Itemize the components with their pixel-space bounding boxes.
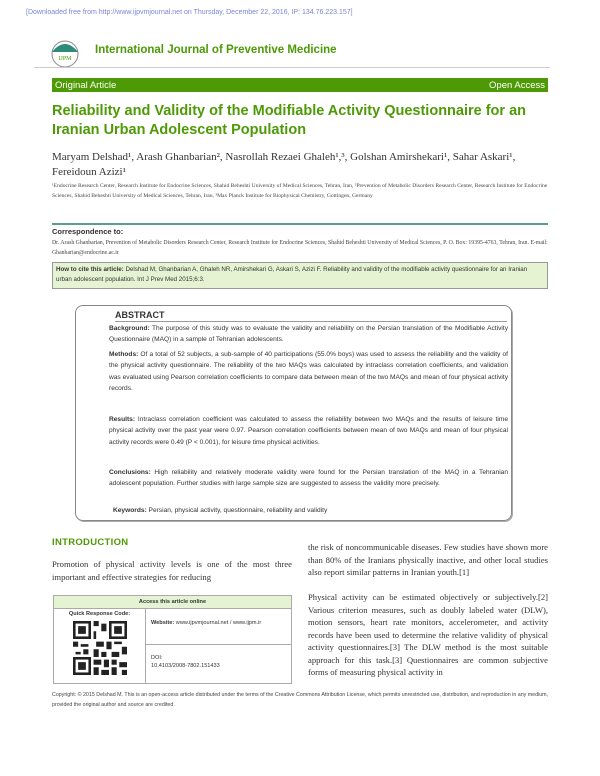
abstract-methods	[109, 349, 508, 394]
label: Conclusions:	[109, 469, 151, 476]
label: Results:	[109, 416, 136, 423]
text: The purpose of this study was to evaluate the validity and reliability on the Persian translation of the Modifiable Activity Questionnaire (MAQ) in a sample of Tehranian adolescents.	[109, 325, 508, 344]
abstract-background	[109, 323, 508, 346]
article-title: Reliability and Validity of the Modifiable Activity Questionnaire for an Iranian Urban Adolescent Population	[52, 103, 527, 138]
article-type-bar	[52, 78, 548, 92]
qr-cell	[54, 609, 146, 683]
doi-cell	[151, 654, 220, 670]
correspondence-heading: Correspondence to:	[52, 227, 124, 236]
label: Methods:	[109, 351, 139, 358]
website-link[interactable]: www.ijpvmjournal.net / www.ijpm.ir	[174, 620, 262, 626]
text: Of a total of 52 subjects, a sub-sample of 40 participations (55.0% boys) was used to assess the reliability and the validity of the physical activity questionnaire. The reliability of the two MAQs was calculated by intraclass correlation coefficients, and validation was evaluated using Pearson correlation coefficients to compare data between mean of the two MAQs and mean of four physical activity records.	[109, 351, 508, 392]
authors: Maryam Delshad¹, Arash Ghanbarian², Nasrollah Rezaei Ghaleh¹,³, Golshan Amirshekari¹, Sahar Askari¹, Fereidoun Azizi¹	[52, 151, 516, 178]
header-divider	[34, 67, 550, 68]
access-heading: Access this article online	[54, 596, 291, 609]
qr-code-icon	[73, 621, 127, 675]
doi-value[interactable]: 10.4103/2008-7802.151433	[151, 663, 220, 669]
website-cell	[151, 620, 261, 626]
affiliations: ¹Endocrine Research Center, Research Institute for Endocrine Sciences, Shahid Beheshti University of Medical Sciences, Tehran, Iran, ²Prevention of Metabolic Disorders Research Center, Research Institute for Endocrine Sciences, Shahid Beheshti University of Medical Sciences, Tehran, Iran, ³Max Planck Institute for Biophysical Chemistry, Gottingen, Germany	[52, 183, 548, 200]
download-notice: [Downloaded free from http://www.ijpvmjournal.net on Thursday, December 22, 2016, IP: 134.76.223.157]	[26, 9, 353, 16]
label: Keywords:	[113, 507, 147, 514]
copyright-notice: Copyright: © 2015 Delshad M. This is an open-access article distributed under the terms of the Creative Commons Attribution License, which permits unrestricted use, distribution, and reproduction in any medium, provided the original author and source are credited.	[52, 692, 549, 708]
journal-name: International Journal of Preventive Medicine	[95, 44, 337, 56]
correspondence-text: Dr. Arash Ghanbarian, Prevention of Metabolic Disorders Research Center, Research Institute for Endocrine Sciences, Shahid Beheshti University of Medical Sciences, P. O. Box: 19395-4763, Tehran, Iran. E-mail: Ghanbarian@endocrine.ac.ir	[52, 240, 548, 256]
abstract-box	[75, 305, 512, 521]
website-label: Website:	[151, 620, 175, 626]
qr-label: Quick Response Code:	[68, 611, 131, 617]
open-access-label: Open Access	[489, 79, 545, 91]
introduction-text-right-1: the risk of noncommunicable diseases. Few studies have shown more than 80% of the Iranians physically inactive, and other local studies also report similar patterns in Iranian youth.[1]	[308, 542, 548, 577]
journal-logo-icon	[50, 38, 80, 68]
text: Intraclass correlation coefficient was calculated to assess the reliability between two MAQs and the results of leisure time physical activity over the past year were 0.97. Pearson correlation coefficients between mean of two MAQs and mean of four physical activity records were 0.49 (P < 0.001), for leisure time physical activities.	[109, 416, 508, 446]
access-online-table	[53, 595, 292, 684]
introduction-heading: INTRODUCTION	[52, 537, 129, 548]
introduction-text-right-2: Physical activity can be estimated objectively or subjectively.[2] Various criterion measures, such as doubly labeled water (DLW), motion sensors, heart rate monitors, accelerometer, and activity records have been used to determine the relative validity of physical activity questionnaires.[3] The DLW method is the most suitable approach for this task.[3] Questionnaires are common subjective forms of measuring physical activity in	[308, 592, 548, 677]
label: Background:	[109, 325, 150, 332]
doi-label: DOI:	[151, 655, 163, 661]
text: Persian, physical activity, questionnaire, reliability and validity	[146, 507, 328, 514]
article-type: Original Article	[55, 79, 117, 91]
text: High reliability and relatively moderate validity were found for the Persian translation of the MAQ in a Tehranian adolescent population. Further studies with large sample size are suggested to assess the validity more precisely.	[109, 469, 508, 488]
abstract-keywords	[113, 505, 512, 516]
svg-text:IJPM: IJPM	[58, 56, 72, 62]
abstract-conclusions	[109, 467, 508, 490]
abstract-heading: ABSTRACT	[115, 310, 507, 322]
introduction-text-left: Promotion of physical activity levels is one of the most three important and effective strategies for reducing	[52, 559, 292, 582]
citation-label: How to cite this article:	[56, 266, 124, 273]
section-divider	[52, 223, 548, 225]
citation-box	[52, 262, 548, 289]
citation-text: Delshad M, Ghanbarian A, Ghaleh NR, Amirshekari G, Askari S, Azizi F. Reliability and validity of the modifiable activity questionnaire for an Iranian urban adolescent population. Int J Prev Med 2015;6:3.	[56, 266, 528, 284]
table-divider	[146, 644, 291, 645]
abstract-results	[109, 414, 508, 448]
